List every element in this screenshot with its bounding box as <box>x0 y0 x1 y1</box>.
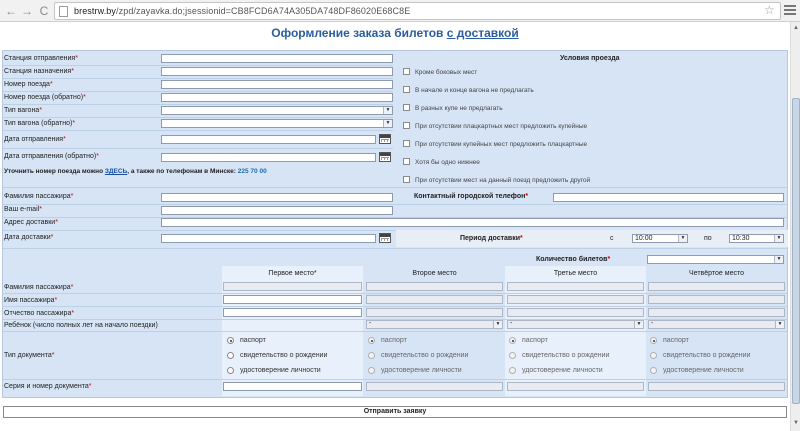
condition-label: При отсутствии купейных мест предложить плацкартные <box>415 141 588 148</box>
ticket-patronymic-input[interactable] <box>507 308 644 317</box>
address-bar[interactable] <box>54 2 781 20</box>
doc-type-radio[interactable] <box>227 367 234 374</box>
label-arrival-station: Станция назначения* <box>4 68 74 75</box>
doc-option-label: паспорт <box>240 337 266 344</box>
bookmark-star-icon[interactable]: ☆ <box>764 3 775 17</box>
doc-type-radio[interactable] <box>650 352 657 359</box>
url-path: /zpd/zayavka.do;jsessionid=CB8FCD6A74A305DA748DF86020E68C8E <box>116 6 411 16</box>
col-third-seat: Третье место <box>553 270 598 277</box>
label-doc-type: Тип документа* <box>4 352 55 359</box>
label-delivery-date: Дата доставки* <box>4 234 54 241</box>
url-text <box>74 6 410 16</box>
condition-label: Хотя бы одно нижнее <box>415 159 480 166</box>
delivery-address-input[interactable] <box>161 218 784 227</box>
label-ticket-child: Ребёнок (число полных лет на начало поездки) <box>4 322 158 329</box>
col-fourth-seat: Четвёртое место <box>689 270 744 277</box>
condition-checkbox[interactable] <box>403 68 410 75</box>
condition-label: При отсутствии плацкартных мест предложить купейные <box>415 123 588 130</box>
browser-toolbar <box>0 0 800 22</box>
calendar-icon[interactable] <box>379 233 391 243</box>
ticket-patronymic-input[interactable] <box>648 308 785 317</box>
label-departure-station: Станция отправления* <box>4 55 78 62</box>
label-wagon-type: Тип вагона* <box>4 107 42 114</box>
label-doc-number: Серия и номер документа* <box>4 383 92 390</box>
doc-type-radio[interactable] <box>650 367 657 374</box>
label-city-phone: Контактный городской телефон* <box>414 193 529 200</box>
chevron-down-icon: ▼ <box>774 256 783 263</box>
chevron-down-icon: ▼ <box>383 120 392 127</box>
condition-label: Кроме боковых мест <box>415 69 478 76</box>
doc-number-input[interactable] <box>223 382 362 391</box>
doc-option-label: свидетельство о рождении <box>663 352 751 359</box>
label-ticket-name: Имя пассажира* <box>4 297 58 304</box>
label-ticket-count: Количество билетов* <box>536 256 611 263</box>
ticket-surname-input[interactable] <box>648 282 785 291</box>
email-input[interactable] <box>161 206 393 215</box>
label-ticket-surname: Фамилия пассажира* <box>4 284 74 291</box>
doc-number-input[interactable] <box>507 382 644 391</box>
calendar-icon[interactable] <box>379 134 391 144</box>
scroll-down-icon[interactable]: ▼ <box>793 420 799 426</box>
doc-type-radio[interactable] <box>650 337 657 344</box>
doc-option-label: удостоверение личности <box>240 367 321 374</box>
conditions-header: Условия проезда <box>560 55 620 62</box>
label-delivery-address: Адрес доставки* <box>4 219 58 226</box>
url-host: brestrw.by <box>74 6 117 16</box>
doc-type-radio[interactable] <box>368 337 375 344</box>
condition-label: В начале и конце вагона не предлагать <box>415 87 534 94</box>
label-departure-date: Дата отправления* <box>4 136 66 143</box>
page-title: Оформление заказа билетов с доставкой <box>271 26 519 40</box>
arrival-station-input[interactable] <box>161 67 393 76</box>
calendar-icon[interactable] <box>379 152 391 162</box>
ticket-patronymic-input[interactable] <box>223 308 362 317</box>
child-age-select[interactable]: - ▼ <box>366 320 503 329</box>
label-email: Ваш e-mail* <box>4 206 42 213</box>
doc-type-radio[interactable] <box>509 367 516 374</box>
doc-option-label: удостоверение личности <box>663 367 744 374</box>
condition-checkbox[interactable] <box>403 122 410 129</box>
doc-type-radio[interactable] <box>368 352 375 359</box>
page-content <box>0 22 790 431</box>
child-age-select[interactable]: - ▼ <box>648 320 785 329</box>
train-number-hint: Уточнить номер поезда можно ЗДЕСЬ, а также по телефонам в Минске: 225 70 00 <box>4 168 267 175</box>
label-period-to: по <box>704 235 712 242</box>
chevron-down-icon: ▼ <box>383 107 392 114</box>
departure-station-input[interactable] <box>161 54 393 63</box>
title-delivery-link[interactable]: с доставкой <box>446 26 519 40</box>
reload-icon[interactable]: C <box>39 4 49 18</box>
wagon-type-back-select[interactable] <box>161 119 393 128</box>
condition-label: При отсутствии мест на данный поезд предложить другой <box>415 177 591 184</box>
ticket-name-input[interactable] <box>366 295 503 304</box>
doc-type-radio[interactable] <box>509 337 516 344</box>
condition-checkbox[interactable] <box>403 140 410 147</box>
ticket-name-input[interactable] <box>648 295 785 304</box>
doc-number-input[interactable] <box>648 382 785 391</box>
doc-option-label: свидетельство о рождении <box>240 352 328 359</box>
doc-option-label: удостоверение личности <box>522 367 603 374</box>
doc-option-label: удостоверение личности <box>381 367 462 374</box>
ticket-surname-input[interactable] <box>223 282 362 291</box>
scroll-up-icon[interactable]: ▲ <box>793 25 799 31</box>
period-from-select[interactable]: 10:00 ▼ <box>632 234 688 243</box>
back-arrow-icon[interactable]: ← <box>5 4 17 18</box>
delivery-date-input[interactable] <box>161 234 376 243</box>
doc-type-radio[interactable] <box>368 367 375 374</box>
ticket-patronymic-input[interactable] <box>366 308 503 317</box>
departure-date-input[interactable] <box>161 135 376 144</box>
doc-option-label: свидетельство о рождении <box>522 352 610 359</box>
chevron-down-icon: ▼ <box>775 321 784 328</box>
page-scrollbar[interactable] <box>790 22 800 431</box>
label-delivery-period: Период доставки* <box>460 235 523 242</box>
condition-checkbox[interactable] <box>403 158 410 165</box>
period-to-select[interactable]: 10:30 ▼ <box>729 234 784 243</box>
label-ticket-patronymic: Отчество пассажира* <box>4 310 75 317</box>
ticket-count-select[interactable] <box>647 255 784 264</box>
chevron-down-icon: ▼ <box>493 321 502 328</box>
hint-phone: 225 70 00 <box>237 168 267 175</box>
condition-checkbox[interactable] <box>403 86 410 93</box>
col-first-seat: Первое место* <box>268 270 317 277</box>
condition-checkbox[interactable] <box>403 176 410 183</box>
condition-label: В разных купе не предлагать <box>415 105 503 112</box>
train-number-input[interactable] <box>161 80 393 89</box>
child-age-select[interactable]: - ▼ <box>507 320 644 329</box>
label-departure-date-back: Дата отправления (обратно)* <box>4 153 99 160</box>
wagon-type-select[interactable] <box>161 106 393 115</box>
page-icon <box>59 6 68 17</box>
doc-option-label: паспорт <box>522 337 548 344</box>
ticket-name-input[interactable] <box>507 295 644 304</box>
doc-type-radio[interactable] <box>227 352 234 359</box>
passenger-surname-input[interactable] <box>161 193 393 202</box>
col-second-seat: Второе место <box>412 270 457 277</box>
city-phone-input[interactable] <box>553 193 784 202</box>
chevron-down-icon: ▼ <box>634 321 643 328</box>
chevron-down-icon: ▼ <box>678 235 687 242</box>
ticket-name-input[interactable] <box>223 295 362 304</box>
ticket-surname-input[interactable] <box>507 282 644 291</box>
scrollbar-thumb[interactable] <box>792 98 800 404</box>
departure-date-back-input[interactable] <box>161 153 376 162</box>
doc-option-label: паспорт <box>663 337 689 344</box>
ticket-surname-input[interactable] <box>366 282 503 291</box>
condition-checkbox[interactable] <box>403 104 410 111</box>
label-train-number-back: Номер поезда (обратно)* <box>4 94 86 101</box>
doc-option-label: свидетельство о рождении <box>381 352 469 359</box>
doc-type-radio[interactable] <box>227 337 234 344</box>
submit-button[interactable]: Отправить заявку <box>3 406 787 418</box>
doc-option-label: паспорт <box>381 337 407 344</box>
doc-type-radio[interactable] <box>509 352 516 359</box>
train-number-back-input[interactable] <box>161 93 393 102</box>
chevron-down-icon: ▼ <box>774 235 783 242</box>
label-train-number: Номер поезда* <box>4 81 53 88</box>
doc-number-input[interactable] <box>366 382 503 391</box>
menu-icon[interactable] <box>784 5 796 17</box>
label-wagon-type-back: Тип вагона (обратно)* <box>4 120 76 127</box>
forward-arrow-icon[interactable]: → <box>21 4 33 18</box>
hint-here-link[interactable]: ЗДЕСЬ <box>104 168 128 175</box>
label-passenger-surname: Фамилия пассажира* <box>4 193 74 200</box>
label-period-from: с <box>610 235 614 242</box>
